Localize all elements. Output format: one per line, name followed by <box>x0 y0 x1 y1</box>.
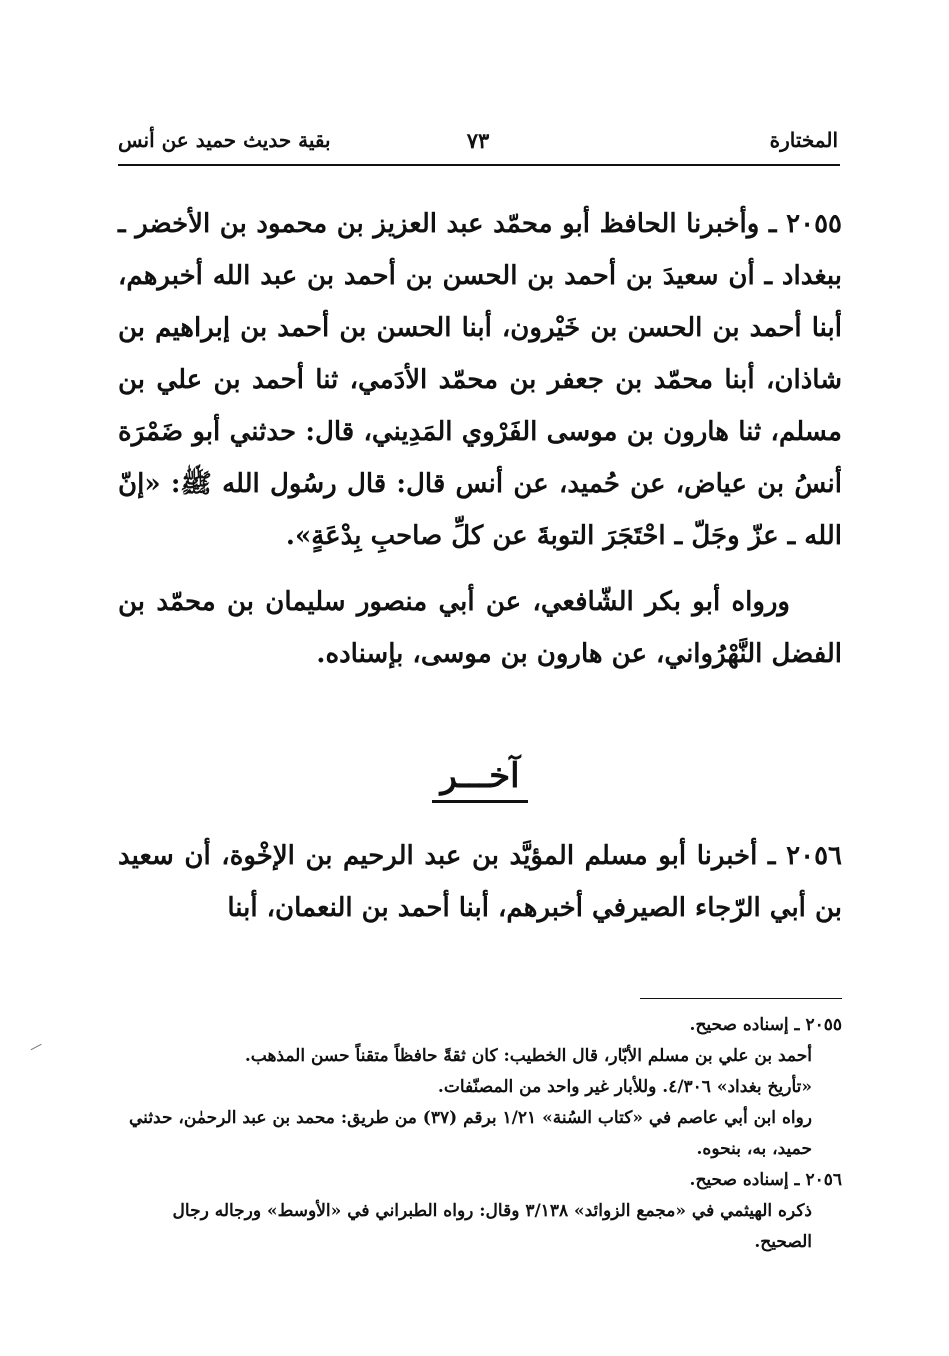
section-title: آخـــر <box>432 756 527 803</box>
margin-mark <box>31 1044 46 1058</box>
book-title: المختارة <box>769 128 838 152</box>
footnote-2055-head <box>118 1010 842 1041</box>
header-divider <box>118 164 840 166</box>
footnote-line: ذكره الهيثمي في «مجمع الزوائد» ٣/١٣٨ وقال: رواه الطبراني في «الأوسط» ورجاله رجال الصحيح. <box>172 1201 812 1252</box>
hadith-2056 <box>118 830 842 934</box>
footnote-number: ٢٠٥٦ <box>805 1170 842 1190</box>
page-number: ٧٣ <box>466 128 490 153</box>
hadith-2055 <box>118 198 842 680</box>
page-header <box>118 128 838 168</box>
footnote-grade: ـ إسناده صحيح. <box>689 1015 800 1035</box>
hadith-number: ٢٠٥٦ <box>786 841 843 871</box>
chapter-title: بقية حديث حميد عن أنس <box>118 128 331 152</box>
hadith-2055-riwaya: ورواه أبو بكر الشّافعي، عن أبي منصور سليمان بن محمّد بن الفضل النَّهْرُواني، عن هارون بن موسى، بإسناده. <box>118 587 842 669</box>
hadith-2055-paragraph <box>118 198 842 562</box>
hadith-text: ـ أخبرنا أبو مسلم المؤيَّد بن عبد الرحيم بن الإخْوة، أن سعيد بن أبي الرّجاء الصيرفي أخبرهم، أبنا أحمد بن النعمان، أبنا <box>118 841 842 923</box>
footnote-line: أحمد بن علي بن مسلم الأبّار، قال الخطيب: كان ثقةً حافظاً متقناً حسن المذهب. <box>244 1046 812 1066</box>
footnote-line: رواه ابن أبي عاصم في «كتاب السُنة» ١/٢١ برقم (٣٧) من طريق: محمد بن عبد الرحمٰن، حدثني حميد، به، بنحوه. <box>129 1108 812 1159</box>
footnote-number: ٢٠٥٥ <box>805 1015 842 1035</box>
footnote-grade: ـ إسناده صحيح. <box>689 1170 800 1190</box>
hadith-number: ٢٠٥٥ <box>786 209 842 239</box>
hadith-2056-paragraph <box>118 830 842 934</box>
footnote-divider <box>640 998 842 999</box>
hadith-text: ـ وأخبرنا الحافظ أبو محمّد عبد العزيز بن محمود بن الأخضر ـ ببغداد ـ أن سعيدَ بن أحمد بن الحسن بن أحمد بن عبد الله أخبرهم، أبنا أحمد بن الحسن بن خَيْرون، أبنا الحسن بن أحمد بن إبراهيم بن شاذان، أبنا محمّد بن جعفر بن محمّد الأدَمي، ثنا أحمد بن علي بن مسلم، ثنا هارون بن موسى الفَرْوي المَدِيني، قال: حدثني أبو ضَمْرَة أنسُ بن عياض، عن حُميد، عن أنس قال: قال رسُول الله ﷺ: «إنّ الله ـ عزّ وجَلّ ـ احْتَجَرَ التوبةَ عن كلِّ صاحبِ بِدْعَةٍ». <box>118 209 842 551</box>
footnote-line: «تأريخ بغداد» ٤/٣٠٦. وللأبار غير واحد من المصنّفات. <box>437 1077 812 1097</box>
footnote-2056-head <box>118 1165 842 1196</box>
footnotes <box>118 1010 842 1258</box>
section-heading <box>118 756 842 803</box>
